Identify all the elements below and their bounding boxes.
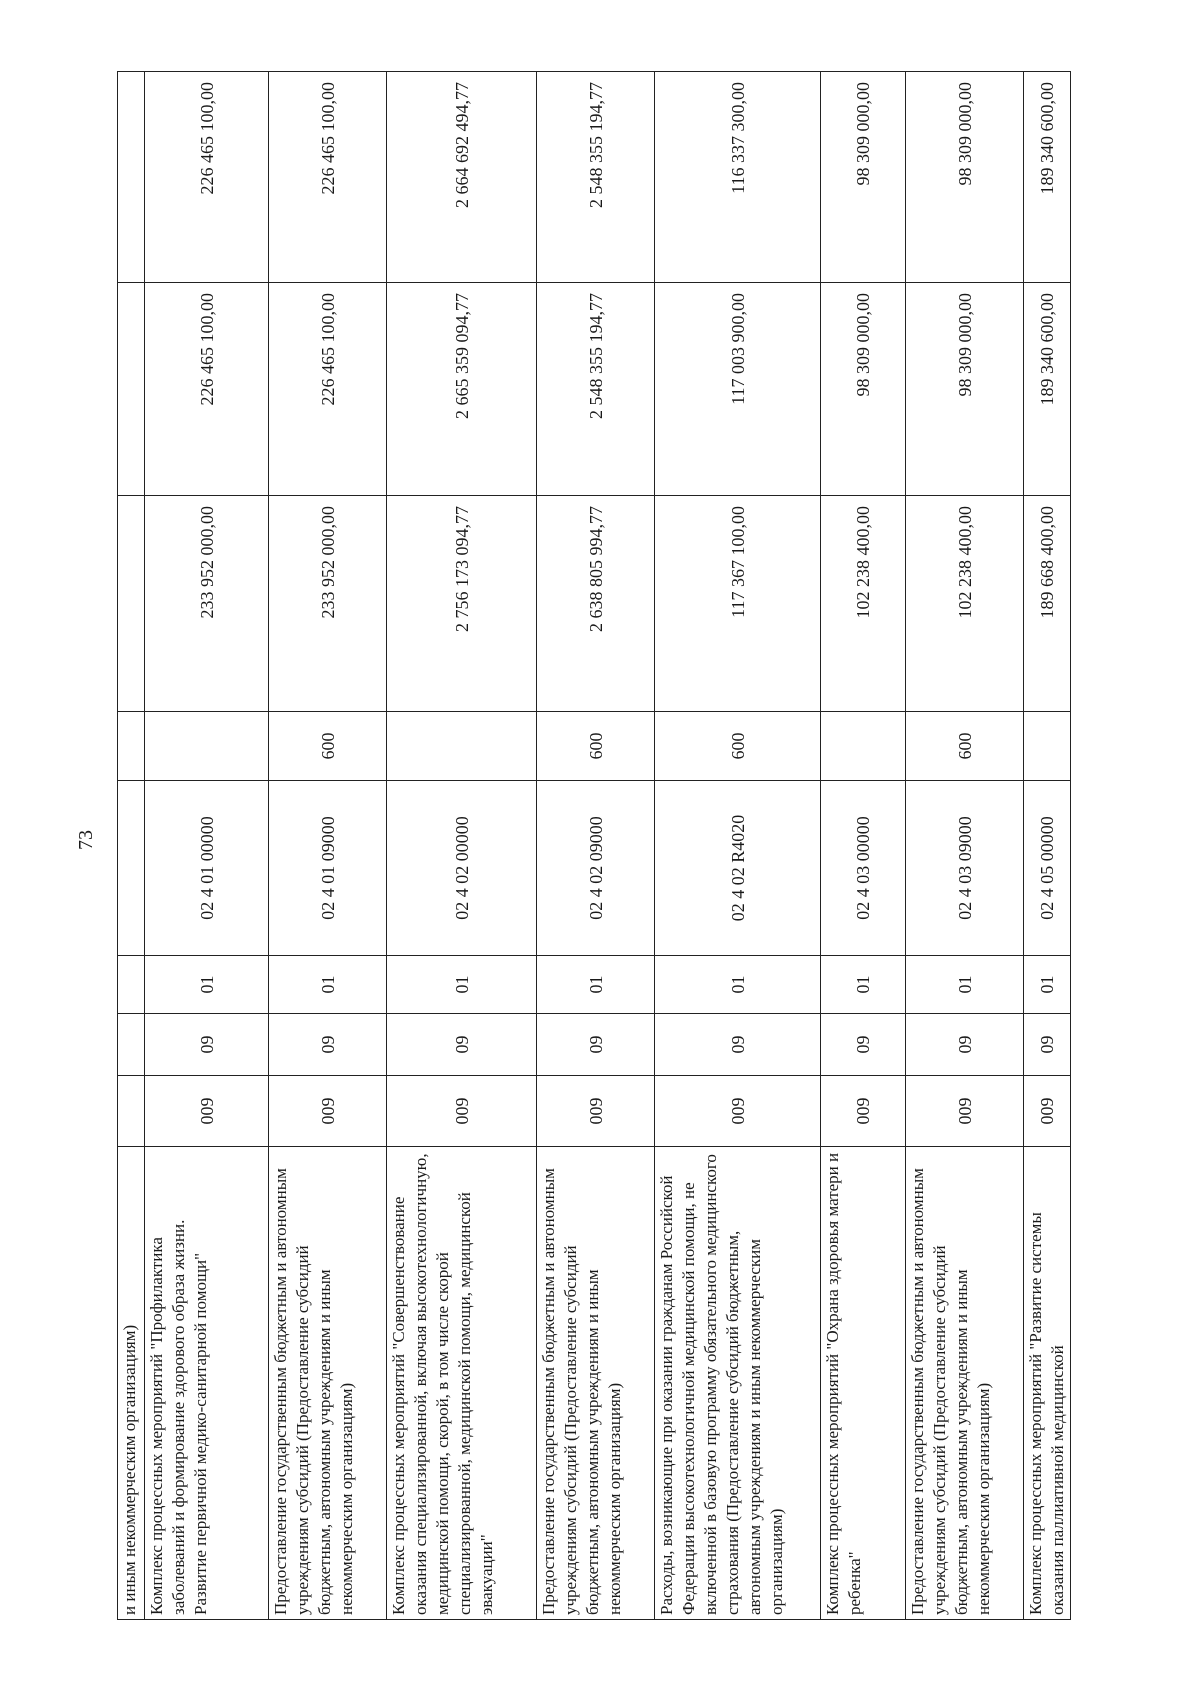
cell-ministry: 009 (387, 1076, 537, 1147)
budget-table (117, 71, 1071, 1620)
cell-sum3: 226 465 100,00 (269, 72, 387, 283)
cell-ministry: 009 (906, 1076, 1024, 1147)
cell-vr (821, 712, 906, 781)
cell-csr: 02 4 02 R4020 (655, 781, 821, 956)
cell-subsection: 01 (537, 956, 655, 1014)
cell-name: Комплекс процессных мероприятий "Охрана здоровья матери и ребенка" (821, 1147, 906, 1620)
cell-sum3: 2 548 355 194,77 (537, 72, 655, 283)
cell-sum1: 233 952 000,00 (145, 496, 269, 712)
cell-section: 09 (145, 1014, 269, 1076)
budget-table-container (117, 72, 1071, 1620)
cell-sum3: 116 337 300,00 (655, 72, 821, 283)
cell-sum2: 226 465 100,00 (269, 283, 387, 496)
table-row (906, 72, 1024, 1620)
cell-vr: 600 (906, 712, 1024, 781)
cell-ministry: 009 (269, 1076, 387, 1147)
cell-csr: 02 4 01 09000 (269, 781, 387, 956)
cell-subsection (118, 956, 145, 1014)
cell-section: 09 (387, 1014, 537, 1076)
cell-sum2: 189 340 600,00 (1024, 283, 1071, 496)
cell-vr: 600 (269, 712, 387, 781)
cell-sum3: 98 309 000,00 (821, 72, 906, 283)
cell-sum1: 117 367 100,00 (655, 496, 821, 712)
cell-sum3 (118, 72, 145, 283)
cell-section: 09 (906, 1014, 1024, 1076)
cell-section: 09 (655, 1014, 821, 1076)
cell-name: Комплекс процессных мероприятий "Развитие системы оказания паллиативной медицинской (1024, 1147, 1071, 1620)
cell-csr: 02 4 03 09000 (906, 781, 1024, 956)
cell-subsection: 01 (269, 956, 387, 1014)
cell-subsection: 01 (906, 956, 1024, 1014)
cell-subsection: 01 (821, 956, 906, 1014)
table-row (821, 72, 906, 1620)
cell-sum3: 226 465 100,00 (145, 72, 269, 283)
table-row (145, 72, 269, 1620)
cell-name: и иным некоммерческим организациям) (118, 1147, 145, 1620)
cell-csr: 02 4 02 09000 (537, 781, 655, 956)
cell-sum1 (118, 496, 145, 712)
cell-name: Расходы, возникающие при оказании гражданам Российской Федерации высокотехнологичной медицинской помощи, не включенной в базовую программу обязательного медицинского страхования (Предоставление субсидий бюджетным, автономным учреждениям и иным некоммерческим организациям) (655, 1147, 821, 1620)
table-row (655, 72, 821, 1620)
table-row (118, 72, 145, 1620)
cell-name: Комплекс процессных мероприятий "Профилактика заболеваний и формирование здорового образа жизни. Развитие первичной медико-санитарной помощи" (145, 1147, 269, 1620)
cell-ministry: 009 (655, 1076, 821, 1147)
cell-sum2: 98 309 000,00 (821, 283, 906, 496)
cell-sum1: 102 238 400,00 (906, 496, 1024, 712)
cell-sum2: 226 465 100,00 (145, 283, 269, 496)
cell-vr (145, 712, 269, 781)
cell-section: 09 (537, 1014, 655, 1076)
cell-sum3: 2 664 692 494,77 (387, 72, 537, 283)
cell-name: Предоставление государственным бюджетным и автономным учреждениям субсидий (Предоставление субсидий бюджетным, автономным учреждениям и иным некоммерческим организациям) (537, 1147, 655, 1620)
table-row (1024, 72, 1071, 1620)
cell-sum1: 2 756 173 094,77 (387, 496, 537, 712)
cell-sum2: 117 003 900,00 (655, 283, 821, 496)
cell-sum2: 2 665 359 094,77 (387, 283, 537, 496)
cell-sum1: 189 668 400,00 (1024, 496, 1071, 712)
table-row (537, 72, 655, 1620)
cell-subsection: 01 (387, 956, 537, 1014)
page-number: 73 (75, 830, 97, 850)
cell-ministry (118, 1076, 145, 1147)
table-row (269, 72, 387, 1620)
cell-ministry: 009 (821, 1076, 906, 1147)
cell-vr (387, 712, 537, 781)
cell-name: Предоставление государственным бюджетным и автономным учреждениям субсидий (Предоставление субсидий бюджетным, автономным учреждениям и иным некоммерческим организациям) (906, 1147, 1024, 1620)
cell-sum2: 98 309 000,00 (906, 283, 1024, 496)
cell-ministry: 009 (145, 1076, 269, 1147)
cell-sum3: 98 309 000,00 (906, 72, 1024, 283)
cell-ministry: 009 (537, 1076, 655, 1147)
cell-name: Комплекс процессных мероприятий "Совершенствование оказания специализированной, включая высокотехнологичную, медицинской помощи, скорой, в том числе скорой специализированной, медицинской помощи, медицинской эвакуации" (387, 1147, 537, 1620)
cell-csr: 02 4 02 00000 (387, 781, 537, 956)
cell-sum2: 2 548 355 194,77 (537, 283, 655, 496)
cell-csr: 02 4 05 00000 (1024, 781, 1071, 956)
cell-vr (118, 712, 145, 781)
cell-name: Предоставление государственным бюджетным и автономным учреждениям субсидий (Предоставление субсидий бюджетным, автономным учреждениям и иным некоммерческим организациям) (269, 1147, 387, 1620)
cell-csr: 02 4 01 00000 (145, 781, 269, 956)
cell-section: 09 (269, 1014, 387, 1076)
cell-section: 09 (1024, 1014, 1071, 1076)
cell-subsection: 01 (1024, 956, 1071, 1014)
table-row (387, 72, 537, 1620)
cell-sum2 (118, 283, 145, 496)
cell-sum1: 2 638 805 994,77 (537, 496, 655, 712)
cell-vr: 600 (655, 712, 821, 781)
cell-csr: 02 4 03 00000 (821, 781, 906, 956)
cell-subsection: 01 (655, 956, 821, 1014)
cell-subsection: 01 (145, 956, 269, 1014)
cell-vr (1024, 712, 1071, 781)
cell-sum1: 233 952 000,00 (269, 496, 387, 712)
cell-csr (118, 781, 145, 956)
cell-sum1: 102 238 400,00 (821, 496, 906, 712)
cell-ministry: 009 (1024, 1076, 1071, 1147)
cell-sum3: 189 340 600,00 (1024, 72, 1071, 283)
cell-vr: 600 (537, 712, 655, 781)
cell-section: 09 (821, 1014, 906, 1076)
cell-section (118, 1014, 145, 1076)
